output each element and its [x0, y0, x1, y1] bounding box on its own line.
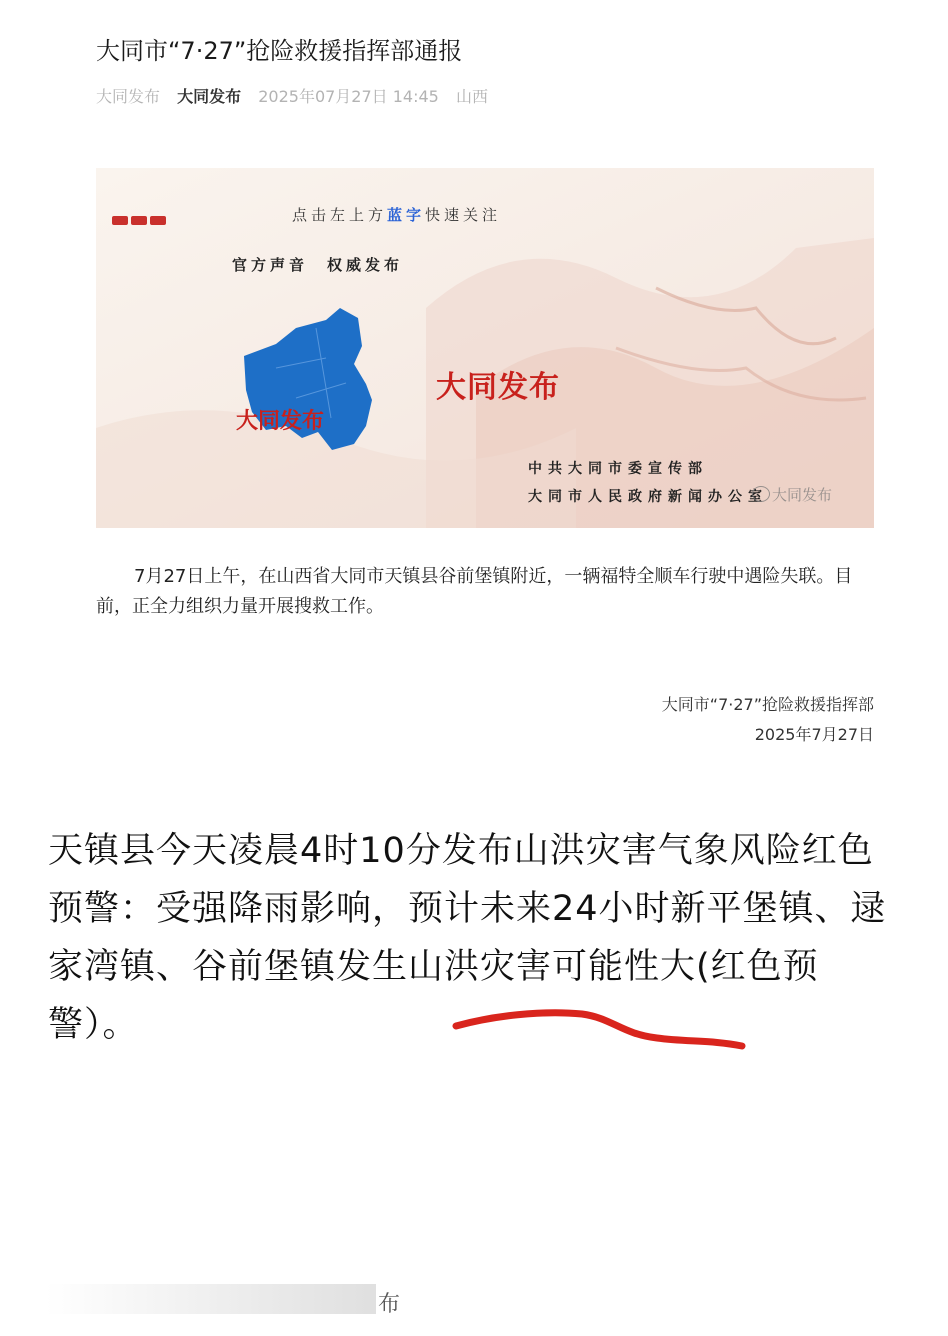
- wechat-icon: [752, 486, 770, 502]
- signature-org: 大同市“7·27”抢险救援指挥部: [661, 695, 874, 714]
- map-label: 大同发布: [236, 409, 325, 434]
- flags-decoration: [112, 210, 169, 229]
- bottom-partial-text: 布: [378, 1292, 401, 1317]
- article-paragraph: 7月27日上午，在山西省大同市天镇县谷前堡镇附近，一辆福特全顺车行驶中遇险失联。目前，正全力组织力量开展搜救工作。: [96, 566, 853, 617]
- banner-follow-text: 点击左上方蓝字快速关注: [292, 206, 502, 224]
- article-signature: [662, 690, 874, 750]
- red-underline-annotation: [452, 1004, 748, 1056]
- overlay-warning-text: 天镇县今天凌晨4时10分发布山洪灾害气象风险红色预警：受强降雨影响，预计未来24小时新平堡镇、逯家湾镇、谷前堡镇发生山洪灾害可能性大(红色预警）。: [48, 831, 887, 1045]
- signature-date: 2025年7月27日: [754, 725, 874, 744]
- publish-datetime: 2025年07月27日 14:45: [258, 87, 439, 106]
- bottom-fade-bar: [46, 1284, 376, 1314]
- article-banner-image: [96, 168, 874, 528]
- banner-slogan: 官方声音 权威发布: [232, 256, 404, 274]
- publish-region: 山西: [455, 87, 488, 106]
- article-title: 大同市“7·27”抢险救援指挥部通报: [96, 37, 463, 65]
- banner-brand: 大同发布: [436, 370, 560, 405]
- image-watermark: 大同发布: [752, 484, 832, 505]
- banner-org-line2: 大同市人民政府新闻办公室: [528, 489, 768, 505]
- article-meta: [96, 86, 500, 108]
- account-name[interactable]: 大同发布: [96, 87, 161, 106]
- author-name[interactable]: 大同发布: [177, 87, 242, 106]
- banner-org-line1: 中共大同市委宣传部: [528, 461, 708, 477]
